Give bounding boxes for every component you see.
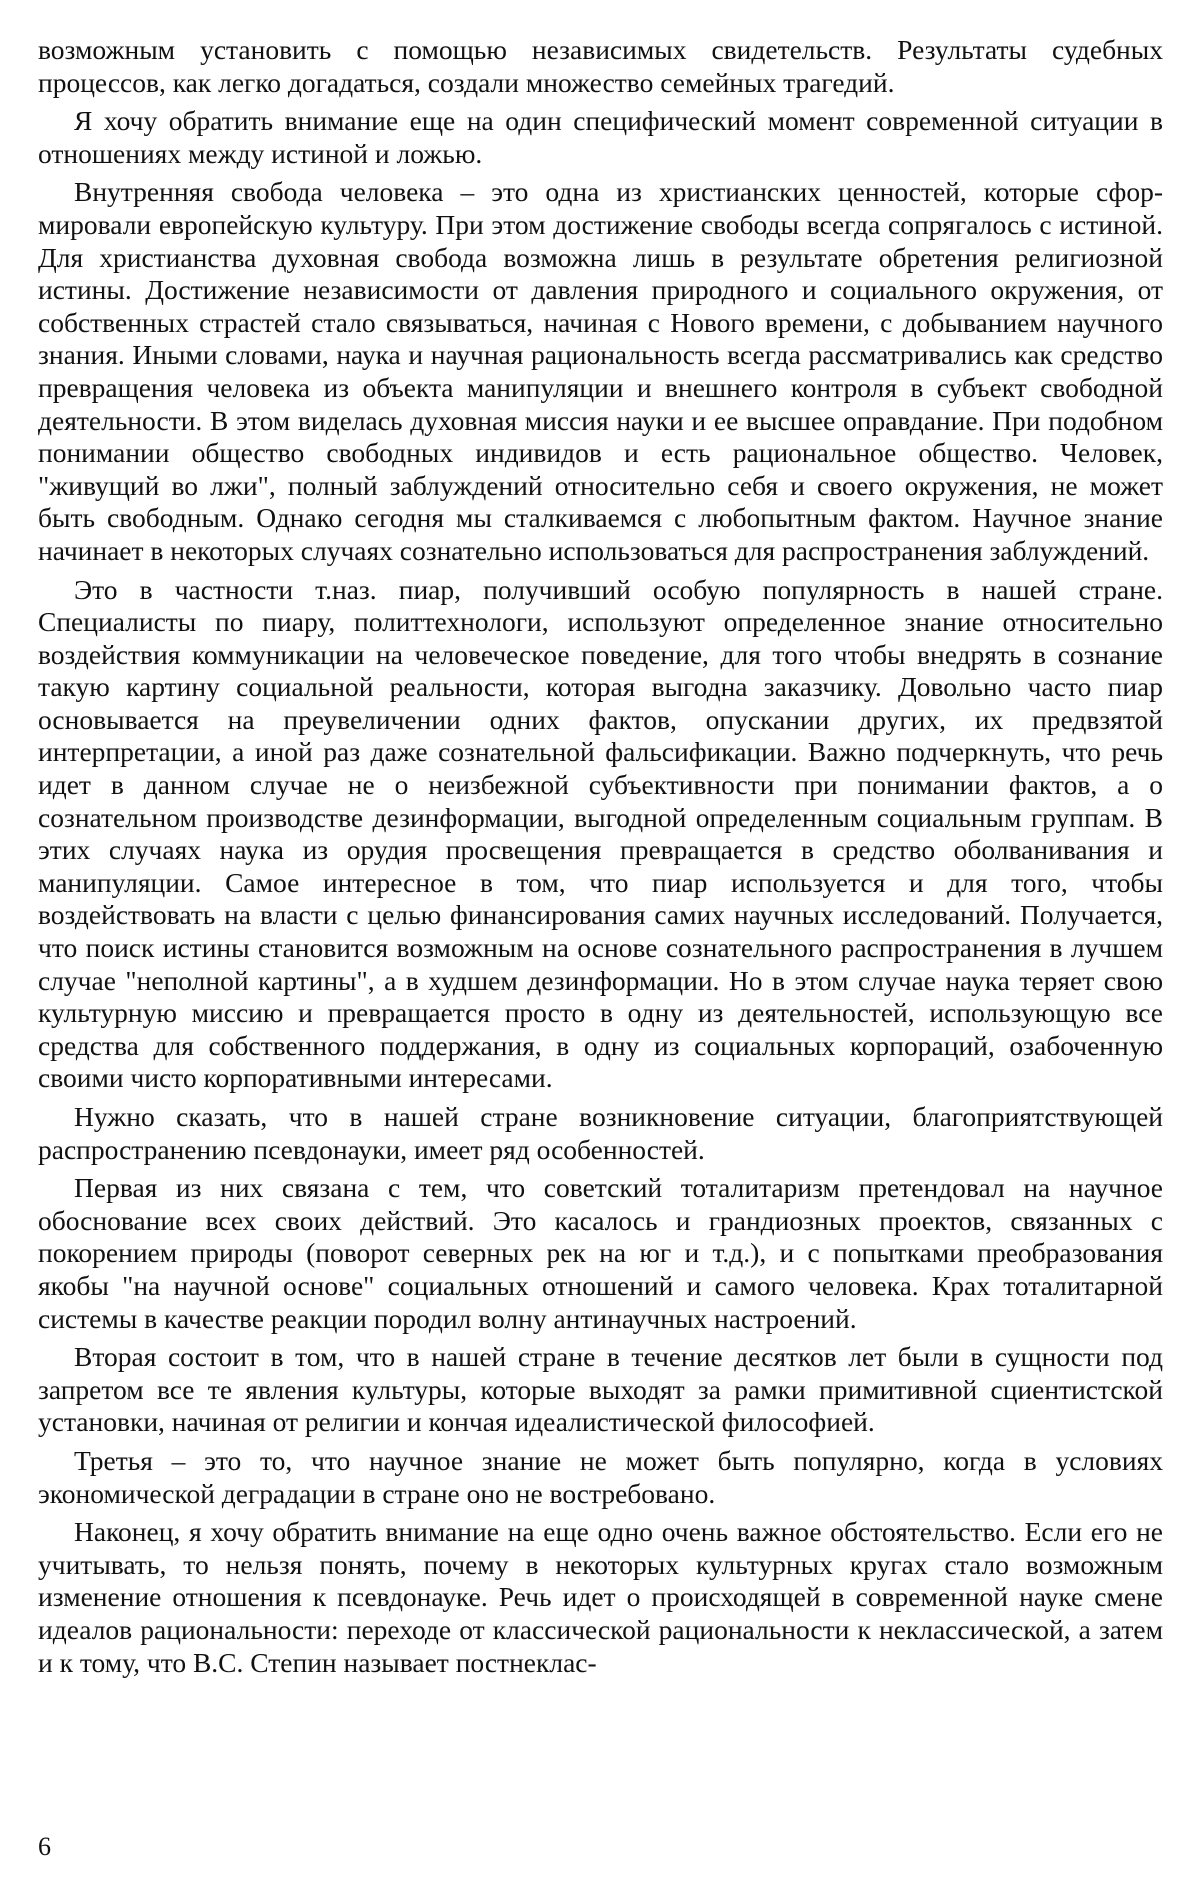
paragraph-8: Третья – это то, что научное знание не может быть популярно, когда в условиях экономической деградации в стране оно не востребовано. <box>38 1444 1163 1509</box>
document-page <box>38 34 1163 1685</box>
paragraph-9: Наконец, я хочу обратить внимание на еще одно очень важное обстоятельство. Если его не учитывать, то нельзя понять, почему в некоторых культурных кругах стало возможным изменение отношения к псевдонауке. Речь идет о происходящей в современной науке смене идеалов рациональности: переходе от классической рациональности к неклассической, а затем и к тому, что В.С. Степин называет постнеклас- <box>38 1516 1163 1678</box>
paragraph-5: Нужно сказать, что в нашей стране возникновение ситуации, благоприятствующей распространению псевдонауки, имеет ряд особенностей. <box>38 1101 1163 1165</box>
page-number: 6 <box>38 1832 51 1861</box>
paragraph-2: Я хочу обратить внимание еще на один специфический момент современной ситуации в отношениях между истиной и ложью. <box>38 105 1163 169</box>
paragraph-4: Это в частности т.наз. пиар, получивший особую популярность в нашей стране. Специалисты по пиару, политтехнологи, используют определенное знание относительно воздействия коммуникации на человеческое поведение, для того чтобы внедрять в сознание такую картину социальной реальности, которая выгодна заказчику. Довольно часто пиар основывается на преувеличении одних фактов, опускании других, их предвзятой интерпретации, а иной раз даже сознательной фальсификации. Важно подчеркнуть, что речь идет в данном случае не о неизбежной субъективности при понимании фактов, а о сознательном производстве дезинформации, выгодной определенным социальным группам. В этих случаях наука из орудия просвещения превращается в средство оболванивания и манипуляции. Самое интересное в том, что пиар используется и для того, чтобы воздействовать на власти с целью финансирования самих научных исследований. Получается, что поиск истины становится возможным на основе сознательного распространения в лучшем случае "неполной картины", а в худшем дезинформации. Но в этом случае наука теряет свою культурную миссию и превращается просто в одну из деятельностей, использующую все средства для собственного поддержания, в одну из социальных корпораций, озабоченную своими чисто корпоративными интересами. <box>38 573 1163 1094</box>
paragraph-1: возможным установить с помощью независимых свидетельств. Результаты судебных процессов, как легко догадаться, создали множество семейных трагедий. <box>38 34 1163 98</box>
paragraph-3: Внутренняя свобода человека – это одна из христианских ценностей, которые сформировали европейскую культуру. При этом достижение свободы всегда сопрягалось с истиной. Для христианства духовная свобода возможна лишь в результате обретения религиозной истины. Достижение независимости от давления природного и социального окружения, от собственных страстей стало связываться, начиная с Нового времени, с добыванием научного знания. Иными словами, наука и научная рациональность всегда рассматривались как средство превращения человека из объекта манипуляции и внешнего контроля в субъект свободной деятельности. В этом виделась духовная миссия науки и ее высшее оправдание. При подобном понимании общество свободных индивидов и есть рациональное общество. Человек, "живущий во лжи", полный заблуждений относительно себя и своего окружения, не может быть свободным. Однако сегодня мы сталкиваемся с любопытным фактом. Научное знание начинает в некоторых случаях сознательно использоваться для распространения заблуждений. <box>38 176 1163 566</box>
paragraph-7: Вторая состоит в том, что в нашей стране в течение десятков лет были в сущности под запретом все те явления культуры, которые выходят за рамки примитивной сциентистской установки, начиная от религии и кончая идеалистической философией. <box>38 1341 1163 1438</box>
paragraph-6: Первая из них связана с тем, что советский тоталитаризм претендовал на научное обоснование всех своих действий. Это касалось и грандиозных проектов, связанных с покорением природы (поворот северных рек на юг и т.д.), и с попытками преобразования якобы "на научной основе" социальных отношений и самого человека. Крах тоталитарной системы в качестве реакции породил волну антинаучных настроений. <box>38 1172 1163 1334</box>
